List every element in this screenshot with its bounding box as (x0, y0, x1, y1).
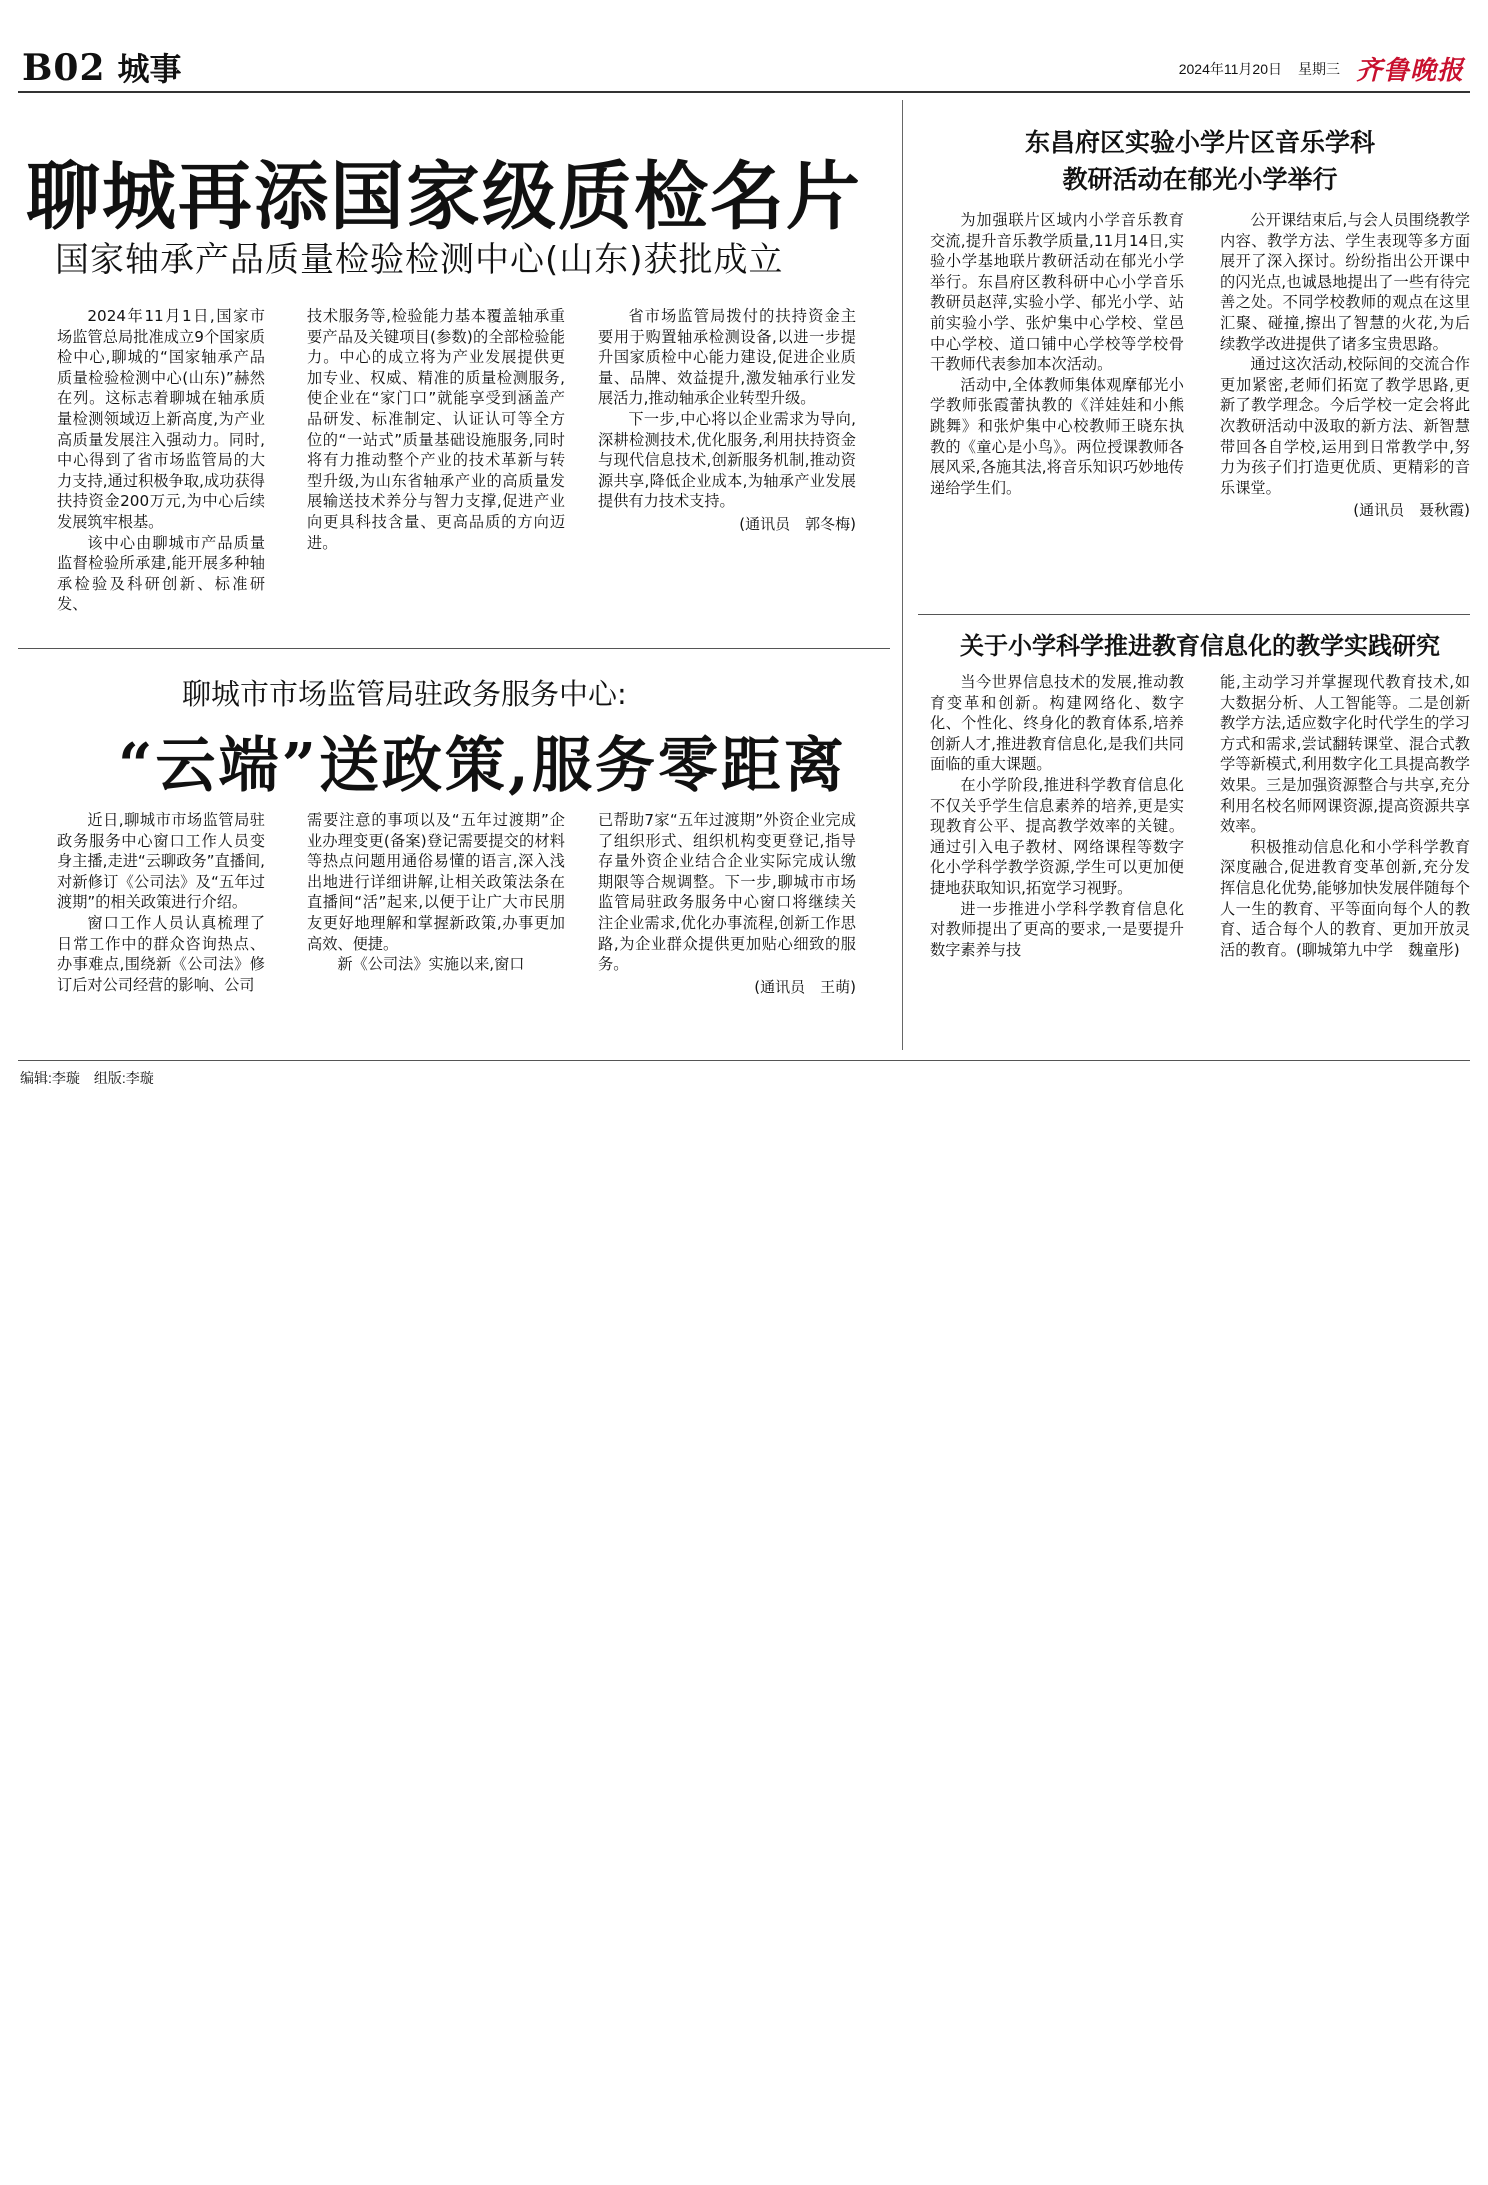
paragraph: 2024年11月1日,国家市场监管总局批准成立9个国家质检中心,聊城的“国家轴承产品质量检验检测中心(山东)”赫然在列。这标志着聊城在轴承质量检测领域迈上新高度,为产业高质量发展注入强动力。同时,中心得到了省市场监管局的大力支持,通过积极争取,成功获得扶持资金200万元,为中心后续发展筑牢根基。 (57, 307, 265, 531)
article1-byline: (通讯员 郭冬梅) (739, 514, 856, 533)
paragraph: 近日,聊城市市场监管局驻政务服务中心窗口工作人员变身主播,走进“云聊政务”直播间,对新修订《公司法》及“五年过渡期”的相关政策进行介绍。 (57, 811, 265, 912)
paragraph: 为加强联片区域内小学音乐教育交流,提升音乐教学质量,11月14日,实验小学基地联片教研活动在郁光小学举行。东昌府区教科研中心小学音乐教研员赵萍,实验小学、郁光小学、站前实验小学、张炉集中心学校、堂邑中心学校、道口铺中心学校等学校骨干教师代表参加本次活动。 (930, 211, 1184, 374)
article3-byline: (通讯员 聂秋霞) (1353, 501, 1470, 520)
paragraph: 下一步,中心将以企业需求为导向,深耕检测技术,优化服务,利用扶持资金与现代信息技术,创新服务机制,推动资源共享,降低企业成本,为轴承产业发展提供有力技术支持。 (598, 409, 856, 511)
article2-title: “云端”送政策,服务零距离 (118, 731, 847, 801)
page-number: B02 (22, 47, 106, 89)
article4-column-1 (930, 672, 1184, 960)
article1-column-3 (598, 306, 856, 535)
article2-column-3 (598, 810, 856, 997)
paragraph: 能,主动学习并掌握现代教育技术,如大数据分析、人工智能等。二是创新教学方法,适应数字化时代学生的学习方式和需求,尝试翻转课堂、混合式教学等新模式,利用数字化工具提高教学效果。三是加强资源整合与共享,充分利用名校名师网课资源,提高资源共享效率。 (1220, 673, 1470, 836)
paragraph: 进一步推进小学科学教育信息化对教师提出了更高的要求,一是要提升数字素养与技 (930, 899, 1184, 959)
article4-column-2 (1220, 672, 1470, 960)
paragraph: 新《公司法》实施以来,窗口 (337, 955, 525, 974)
column-separator (902, 100, 903, 1050)
paragraph: 当今世界信息技术的发展,推动教育变革和创新。构建网络化、数字化、个性化、终身化的教育体系,培养创新人才,推进教育信息化,是我们共同面临的重大课题。 (930, 673, 1184, 774)
article3-title-line-1: 东昌府区实验小学片区音乐学科 (1024, 128, 1375, 157)
page-header-right (1179, 50, 1464, 87)
article1-column-2 (307, 306, 565, 553)
paragraph: 通过这次活动,校际间的交流合作更加紧密,老师们拓宽了教学思路,更新了教学理念。今后学校一定会将此次教研活动中汲取的新方法、新智慧带回各自学校,运用到日常教学中,努力为孩子们打造更优质、更精彩的音乐课堂。 (1220, 355, 1470, 497)
article3-column-1 (930, 210, 1184, 498)
article1-subtitle: 国家轴承产品质量检验检测中心(山东)获批成立 (55, 240, 784, 280)
paragraph: 已帮助7家“五年过渡期”外资企业完成了组织形式、组织机构变更登记,指导存量外资企业结合企业实际完成认缴期限等合规调整。下一步,聊城市市场监管局驻政务服务中心窗口将继续关注企业需求,优化办事流程,创新工作思路,为企业群众提供更加贴心细致的服务。 (598, 811, 856, 974)
article2-byline: (通讯员 王萌) (754, 977, 856, 996)
paragraph: 该中心由聊城市产品质量监督检验所承建,能开展多种轴承检验及科研创新、标准研发、 (57, 533, 265, 614)
paragraph: 省市场监管局拨付的扶持资金主要用于购置轴承检测设备,以进一步提升国家质检中心能力建设,促进企业质量、品牌、效益提升,激发轴承行业发展活力,推动轴承企业转型升级。 (598, 307, 856, 408)
article2-column-1 (57, 810, 265, 995)
article2-kicker: 聊城市市场监管局驻政务服务中心: (182, 677, 627, 711)
paragraph: 积极推动信息化和小学科学教育深度融合,促进教育变革创新,充分发挥信息化优势,能够加快发展伴随每个人一生的教育、平等面向每个人的教育、适合每个人的教育、更加开放灵活的教育。(聊城第九中学 魏童彤) (1220, 837, 1470, 959)
newspaper-logo: 齐鲁晚报 (1355, 56, 1464, 86)
section-name: 城事 (117, 50, 182, 88)
article4-title: 关于小学科学推进教育信息化的教学实践研究 (960, 631, 1440, 660)
article3-column-2 (1220, 210, 1470, 521)
issue-date: 2024年11月20日 (1178, 60, 1282, 77)
paragraph: 技术服务等,检验能力基本覆盖轴承重要产品及关键项目(参数)的全部检验能力。中心的成立将为产业发展提供更加专业、权威、精准的质量检测服务,使企业在“家门口”就能享受到涵盖产品研发、标准制定、认证认可等全方位的“一站式”质量基础设施服务,同时将有力推动整个产业的技术革新与转型升级,为山东省轴承产业的高质量发展输送技术养分与智力支撑,促进产业向更具科技含量、更高品质的方向迈进。 (307, 307, 565, 552)
paragraph: 需要注意的事项以及“五年过渡期”企业办理变更(备案)登记需要提交的材料等热点问题用通俗易懂的语言,深入浅出地进行详细讲解,让相关政策法条在直播间“活”起来,以便于让广大市民朋友更好地理解和掌握新政策,办事更加高效、便捷。 (307, 811, 565, 953)
paragraph: 活动中,全体教师集体观摩郁光小学教师张霞蕾执教的《洋娃娃和小熊跳舞》和张炉集中心校教师王晓东执教的《童心是小鸟》。两位授课教师各展风采,各施其法,将音乐知识巧妙地传递给学生们。 (930, 375, 1184, 497)
divider (918, 614, 1470, 615)
divider (18, 648, 890, 649)
article2-column-2 (307, 810, 565, 975)
paragraph: 公开课结束后,与会人员围绕教学内容、教学方法、学生表现等多方面展开了深入探讨。纷纷指出公开课中的闪光点,也诚恳地提出了一些有待完善之处。不同学校教师的观点在这里汇聚、碰撞,擦出了智慧的火花,为后续教学改进提供了诸多宝贵思路。 (1220, 211, 1470, 353)
issue-weekday: 星期三 (1297, 60, 1340, 77)
article1-column-1 (57, 306, 265, 615)
paragraph: 窗口工作人员认真梳理了日常工作中的群众咨询热点、办事难点,围绕新《公司法》修订后对公司经营的影响、公司 (57, 913, 265, 994)
page-header-left (22, 44, 182, 90)
paragraph: 在小学阶段,推进科学教育信息化不仅关乎学生信息素养的培养,更是实现教育公平、提高教学效率的关键。通过引入电子教材、网络课程等数字化小学科学教学资源,学生可以更加便捷地获取知识,拓宽学习视野。 (930, 775, 1184, 897)
article1-title: 聊城再添国家级质检名片 (26, 154, 862, 240)
header-rule (18, 91, 1470, 93)
editor-credit: 编辑:李璇 组版:李璇 (20, 1070, 154, 1086)
article3-title-line-2: 教研活动在郁光小学举行 (1062, 165, 1338, 194)
article3-title (930, 124, 1470, 198)
footer-rule (18, 1060, 1470, 1061)
